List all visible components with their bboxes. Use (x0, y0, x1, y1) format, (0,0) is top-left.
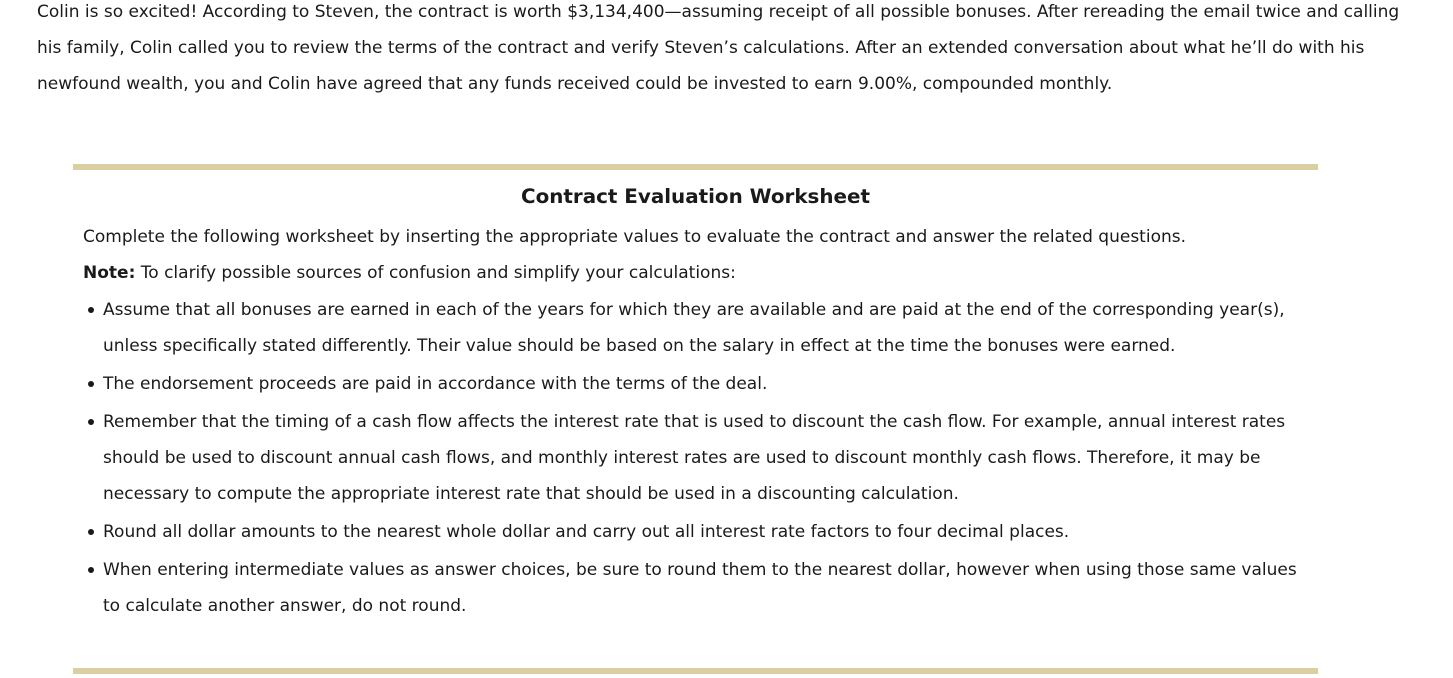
contract-evaluation-worksheet (73, 164, 1318, 674)
list-item: Assume that all bonuses are earned in each of the years for which they are available and are paid at the end of the corresponding year(s), unless specifically stated differently. Their value should be based on the salary in effect at the time the bonuses were earned. (103, 292, 1318, 364)
worksheet-instructions: Complete the following worksheet by inserting the appropriate values to evaluate the contract and answer the related questions. (83, 227, 1186, 247)
worksheet-title: Contract Evaluation Worksheet (521, 185, 870, 208)
list-item: The endorsement proceeds are paid in accordance with the terms of the deal. (103, 366, 1318, 402)
list-item: When entering intermediate values as answer choices, be sure to round them to the nearest dollar, however when using those same values to calculate another answer, do not round. (103, 552, 1318, 624)
note-label: Note: (83, 263, 136, 283)
worksheet-guidelines-list (103, 292, 1318, 626)
list-item: Round all dollar amounts to the nearest whole dollar and carry out all interest rate factors to four decimal places. (103, 514, 1318, 550)
worksheet-note (83, 261, 736, 285)
list-item: Remember that the timing of a cash flow affects the interest rate that is used to discount the cash flow. For example, annual interest rates should be used to discount annual cash flows, and monthly interest rates are used to discount monthly cash flows. Therefore, it may be necessary to compute the appropriate interest rate that should be used in a discounting calculation. (103, 404, 1318, 512)
note-text: To clarify possible sources of confusion and simplify your calculations: (135, 263, 736, 283)
intro-paragraph: Colin is so excited! According to Steven, the contract is worth $3,134,400—assuming receipt of all possible bonuses. After rereading the email twice and calling his family, Colin called you to review the terms of the contract and verify Steven’s calculations. After an extended conversation about what he’ll do with his newfound wealth, you and Colin have agreed that any funds received could be invested to earn 9.00%, compounded monthly. (37, 2, 1400, 94)
